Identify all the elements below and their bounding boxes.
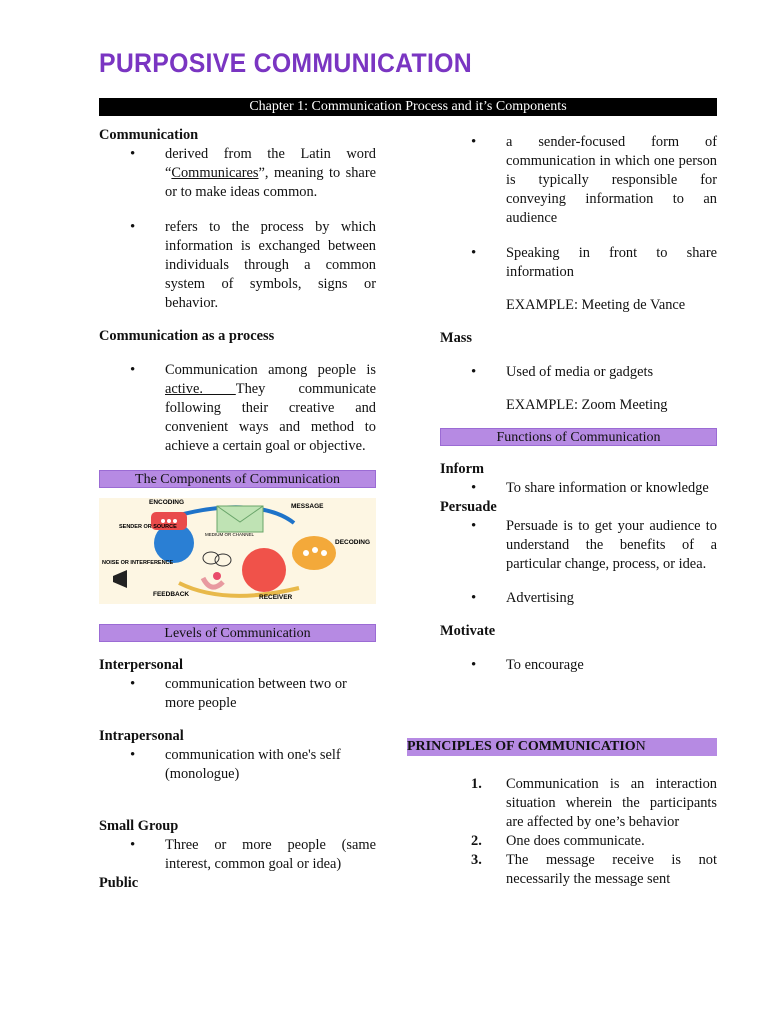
- list-item: [99, 145, 376, 202]
- text: Advertising: [506, 590, 574, 606]
- list-item: [440, 133, 717, 228]
- communication-list: [99, 145, 376, 313]
- text: Used of media or gadgets: [506, 364, 654, 380]
- small-group-list: [99, 836, 376, 874]
- communication-process-diagram: [99, 498, 376, 604]
- underlined-term: active.: [165, 381, 236, 397]
- label-medium: MEDIUM OR CHANNEL: [205, 532, 255, 537]
- dot: [161, 519, 165, 523]
- receiver-head-icon: [242, 548, 286, 592]
- heading-intrapersonal: Intrapersonal: [99, 728, 184, 744]
- public-list: [440, 133, 717, 282]
- principle-item: [440, 832, 717, 851]
- principle-item: [440, 775, 717, 832]
- public-example: EXAMPLE: Meeting de Vance: [506, 297, 686, 313]
- list-item: [440, 589, 717, 608]
- text: communication between two or more people: [165, 676, 347, 711]
- heading-communication: Communication: [99, 127, 199, 143]
- label-feedback: FEEDBACK: [153, 591, 190, 598]
- envelope-icon: [217, 506, 263, 532]
- label-decoding: DECODING: [335, 539, 371, 546]
- list-item: [99, 675, 376, 713]
- persuade-list: [440, 517, 717, 608]
- principle-number: 3.: [471, 852, 482, 868]
- text: refers to the process by which information is exchanged between individuals through a common system of symbols, signs or behavior.: [165, 219, 376, 311]
- principles-bar: [407, 738, 717, 756]
- text: communication with one's self (monologue): [165, 747, 341, 782]
- list-item: [99, 836, 376, 874]
- principle-item: [440, 851, 717, 889]
- text: To share information or knowledge: [506, 480, 709, 496]
- mass-list: [440, 363, 717, 382]
- text: Three or more people (same interest, common goal or idea): [165, 837, 376, 872]
- heading-motivate: Motivate: [440, 623, 496, 639]
- diagram-svg: [99, 498, 376, 604]
- thought-bubble-icon: [292, 536, 336, 570]
- heading-communication-process: Communication as a process: [99, 328, 275, 344]
- heading-mass: Mass: [440, 330, 472, 346]
- interpersonal-list: [99, 675, 376, 713]
- principles-list: [440, 775, 717, 889]
- mass-example: EXAMPLE: Zoom Meeting: [506, 397, 668, 413]
- label-noise: NOISE OR INTERFERENCE: [102, 560, 174, 566]
- principles-title: PRINCIPLES OF COMMUNICATIO: [407, 739, 636, 754]
- levels-bar: Levels of Communication: [99, 624, 376, 642]
- list-item: [99, 218, 376, 313]
- text: Speaking in front to share information: [506, 245, 717, 280]
- heading-interpersonal: Interpersonal: [99, 657, 183, 673]
- principle-text: The message receive is not necessarily the message sent: [506, 852, 717, 887]
- process-list: [99, 361, 376, 456]
- text: Communication among people is: [165, 362, 376, 378]
- chapter-heading-bar: Chapter 1: Communication Process and it’s Components: [99, 98, 717, 116]
- label-message: MESSAGE: [291, 503, 324, 510]
- text: Persuade is to get your audience to understand the benefits of a particular change, process, or idea.: [506, 518, 717, 572]
- dot: [173, 519, 177, 523]
- dot: [312, 547, 318, 553]
- intrapersonal-list: [99, 746, 376, 784]
- principle-number: 1.: [471, 776, 482, 792]
- list-item: [440, 656, 717, 675]
- heading-public: Public: [99, 875, 139, 891]
- label-sender: SENDER OR SOURCE: [119, 524, 177, 530]
- list-item: [99, 746, 376, 784]
- motivate-list: [440, 656, 717, 675]
- principle-number: 2.: [471, 833, 482, 849]
- components-bar: The Components of Communication: [99, 470, 376, 488]
- right-column: [407, 133, 717, 889]
- list-item: [440, 517, 717, 574]
- label-receiver: RECEIVER: [259, 594, 293, 601]
- functions-bar: Functions of Communication: [440, 428, 717, 446]
- heart-icon: [213, 572, 221, 580]
- dot: [303, 550, 309, 556]
- text: They communicate following their creative and convenient ways and method to achieve a certain goal or objective.: [165, 381, 376, 454]
- principle-text: Communication is an interaction situation wherein the participants are affected by one’s behavior: [506, 776, 717, 830]
- left-column: [99, 126, 376, 893]
- underlined-term: Communicares: [171, 165, 259, 181]
- heading-persuade: Persuade: [440, 499, 497, 515]
- text: a sender-focused form of communication in which one person is typically responsible for conveying information to an audience: [506, 134, 717, 226]
- dot: [167, 519, 171, 523]
- page-title: PURPOSIVE COMMUNICATION: [99, 48, 472, 78]
- list-item: [99, 361, 376, 456]
- list-item: [440, 244, 717, 282]
- heading-inform: Inform: [440, 461, 484, 477]
- text: To encourage: [506, 657, 584, 673]
- list-item: [440, 363, 717, 382]
- text: derived from the Latin word “: [165, 146, 376, 181]
- dot: [321, 550, 327, 556]
- label-encoding: ENCODING: [149, 499, 185, 506]
- inform-list: [440, 479, 717, 498]
- text: ”, meaning to share or to make ideas common.: [165, 165, 376, 200]
- heading-small-group: Small Group: [99, 818, 179, 834]
- principle-text: One does communicate.: [506, 833, 645, 849]
- principles-title-tail: N: [635, 739, 646, 754]
- list-item: [440, 479, 717, 498]
